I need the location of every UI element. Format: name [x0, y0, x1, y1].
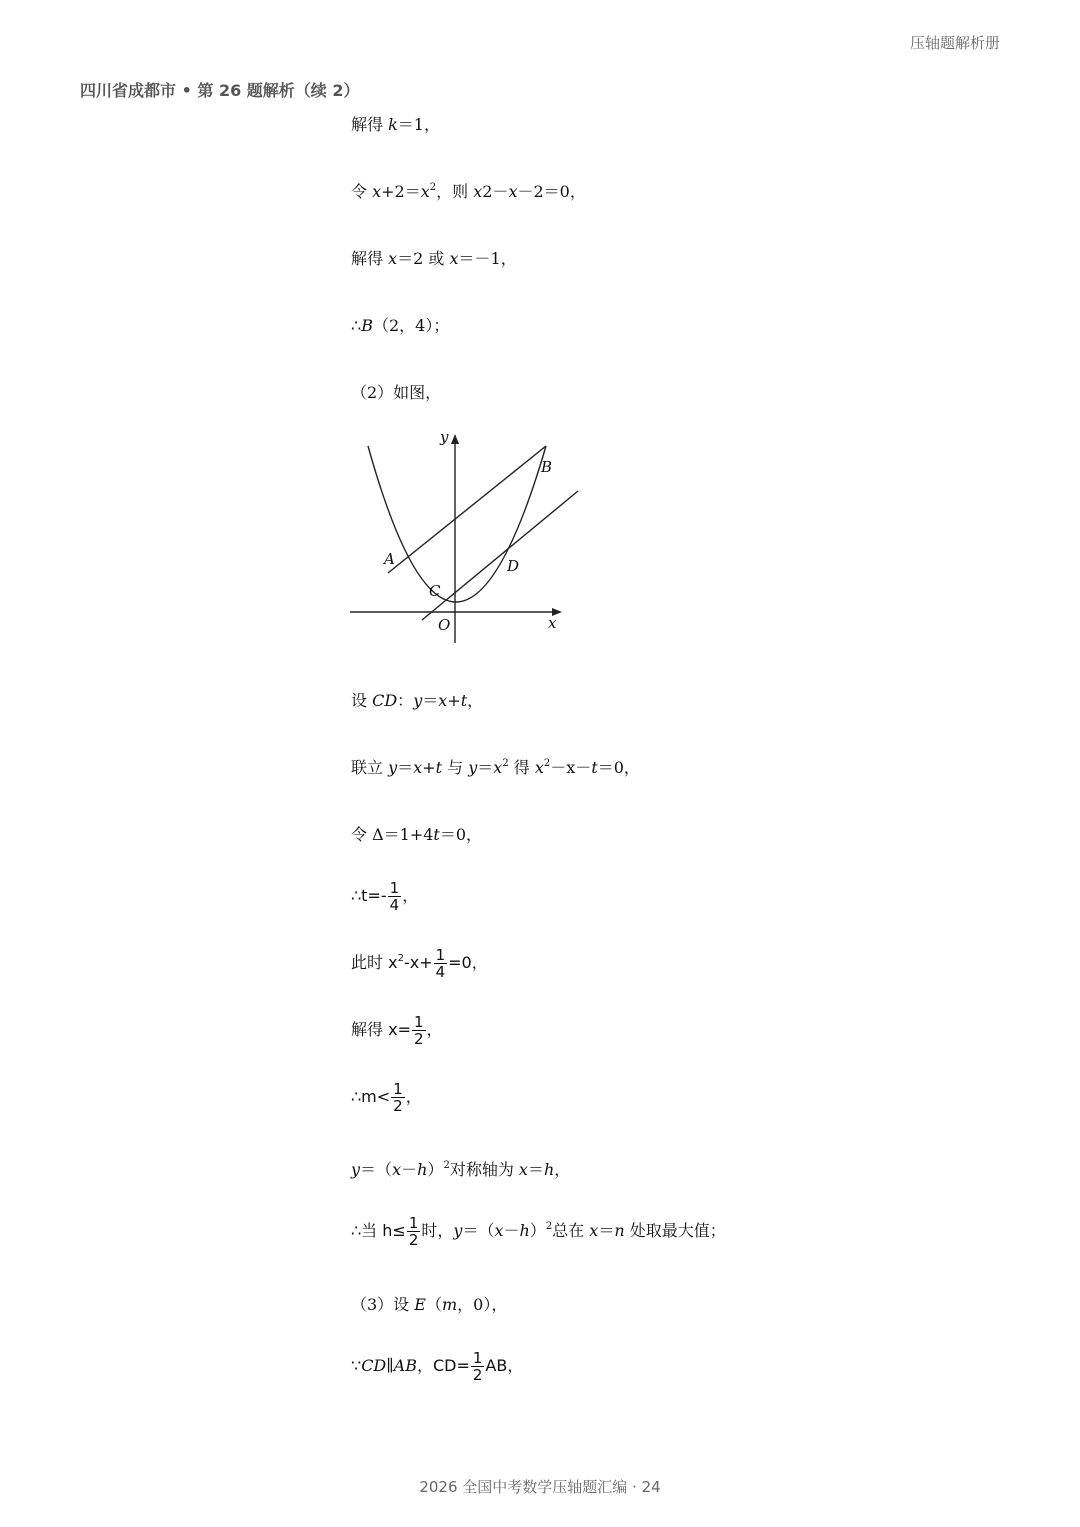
numerator: 1: [413, 1013, 424, 1031]
var: m: [441, 1295, 458, 1314]
text: 对称轴为: [449, 1160, 519, 1179]
solution-line-12: [351, 1081, 422, 1114]
text: ∴t=-: [351, 886, 387, 905]
numerator: 1: [393, 1080, 403, 1098]
text: ∥: [386, 1356, 394, 1375]
text: +: [422, 758, 436, 777]
text: ，0），: [457, 1295, 508, 1314]
solution-line-11: [351, 1014, 443, 1047]
text: x=: [388, 1020, 411, 1039]
solution-line-15: [351, 1293, 507, 1317]
solution-line-8: [351, 823, 482, 847]
denominator: 2: [393, 1097, 403, 1115]
solution-line-2: [351, 180, 586, 204]
text: （: [425, 1295, 442, 1314]
denominator: 4: [435, 963, 446, 981]
y-axis-arrow: [451, 434, 459, 444]
var: y: [468, 758, 478, 777]
text: -x+: [403, 953, 433, 972]
running-head: 压轴题解析册: [909, 34, 1000, 52]
var: x: [518, 1160, 528, 1179]
text: ，则: [436, 182, 474, 201]
text: 解得: [351, 249, 389, 268]
fraction: [434, 947, 448, 980]
label-x: x: [548, 614, 557, 632]
denominator: 4: [389, 896, 400, 914]
var: y: [351, 1160, 361, 1179]
var: x: [589, 1221, 599, 1240]
text: ＝0，: [597, 758, 640, 777]
page-footer: 2026 全国中考数学压轴题汇编 · 24: [419, 1478, 661, 1496]
label-d: D: [507, 557, 520, 575]
fraction: [412, 1014, 426, 1047]
text: （2）如图，: [351, 383, 442, 402]
fraction: [471, 1350, 485, 1383]
var: AB: [393, 1356, 417, 1375]
var: E: [414, 1295, 426, 1314]
text: ＝－1，: [458, 249, 517, 268]
text: AB，: [485, 1356, 524, 1375]
text: ＝: [397, 758, 414, 777]
text: －2＝0，: [517, 182, 586, 201]
text: ＝1，: [397, 115, 440, 134]
parabola-curve: [368, 446, 546, 602]
denominator: 2: [472, 1366, 483, 1384]
text: ＝2 或: [397, 249, 450, 268]
text: =0，: [448, 953, 488, 972]
var: x: [388, 249, 398, 268]
text: ∴当 h≤: [351, 1221, 406, 1240]
text: 令: [351, 182, 373, 201]
denominator: 2: [408, 1231, 419, 1249]
var: x: [508, 182, 518, 201]
exponent: 2: [543, 758, 551, 769]
text: ）: [529, 1221, 546, 1240]
var: n: [614, 1221, 625, 1240]
solution-line-7: [351, 756, 640, 780]
var: x: [372, 182, 382, 201]
var: CD: [361, 1356, 387, 1375]
label-a: A: [384, 550, 395, 568]
solution-line-14: [351, 1215, 726, 1248]
text: x: [388, 953, 398, 972]
text: ＝0，: [439, 825, 483, 844]
text: 解得: [351, 115, 389, 134]
text: +: [447, 691, 461, 710]
text: 令 Δ＝1+4: [351, 825, 434, 844]
var: y: [413, 691, 423, 710]
var: x: [413, 758, 423, 777]
text: ，: [405, 1087, 422, 1106]
exponent: 2: [443, 1160, 450, 1171]
solution-line-6: [351, 689, 483, 713]
var: CD: [372, 691, 398, 710]
var: B: [361, 316, 373, 335]
var: x: [473, 182, 483, 201]
text: ：: [397, 691, 414, 710]
var: x: [449, 249, 459, 268]
var: t: [433, 825, 440, 844]
fraction: [391, 1081, 405, 1114]
text: 与: [442, 758, 469, 777]
label-c: C: [429, 582, 441, 600]
numerator: 1: [389, 879, 400, 897]
line-cd: [422, 491, 578, 620]
var: x: [494, 1221, 504, 1240]
text: ∵: [351, 1356, 362, 1375]
exponent: 2: [545, 1221, 553, 1232]
denominator: 2: [413, 1030, 424, 1048]
text: －: [401, 1160, 418, 1179]
text: ，: [402, 886, 419, 905]
text: 联立: [351, 758, 389, 777]
text: ，: [554, 1160, 571, 1179]
var: x: [420, 182, 430, 201]
text: +2＝: [381, 182, 421, 201]
text: ，: [426, 1020, 443, 1039]
text: 解得: [351, 1020, 389, 1039]
text: －: [503, 1221, 520, 1240]
text: ＝: [422, 691, 439, 710]
solution-line-9: [351, 880, 418, 913]
text: 设: [351, 691, 373, 710]
text: ＝（: [462, 1221, 495, 1240]
text: ＝: [598, 1221, 615, 1240]
var: h: [519, 1221, 530, 1240]
var: x: [392, 1160, 402, 1179]
text: （3）设: [351, 1295, 415, 1314]
var: k: [388, 115, 398, 134]
text: 总在: [552, 1221, 590, 1240]
label-origin: O: [438, 616, 451, 634]
numerator: 1: [435, 946, 446, 964]
var: x: [534, 758, 544, 777]
text: 2－: [482, 182, 509, 201]
parabola-figure: [348, 428, 584, 650]
label-b: B: [541, 458, 553, 476]
solution-line-1: [351, 113, 440, 137]
text: ＝（: [360, 1160, 393, 1179]
text: ，: [467, 691, 484, 710]
text: 得: [508, 758, 535, 777]
var: t: [460, 691, 468, 710]
var: x: [493, 758, 503, 777]
solution-line-5: [351, 381, 441, 405]
solution-line-3: [351, 247, 517, 271]
solution-line-16: [351, 1350, 523, 1383]
var: h: [417, 1160, 428, 1179]
label-y: y: [440, 428, 449, 446]
text: ，CD=: [416, 1356, 470, 1375]
text: 处取最大值；: [624, 1221, 726, 1240]
solution-line-4: [351, 314, 449, 338]
var: x: [438, 691, 448, 710]
fraction: [407, 1215, 421, 1248]
text: ＝: [477, 758, 494, 777]
exponent: 2: [429, 182, 437, 193]
fraction: [388, 880, 402, 913]
var: t: [435, 758, 443, 777]
solution-line-10: [351, 947, 488, 980]
text: ）: [427, 1160, 444, 1179]
section-title: 四川省成都市 • 第 26 题解析（续 2）: [80, 81, 360, 100]
numerator: 1: [408, 1214, 419, 1232]
text: －x－: [550, 758, 592, 777]
var: y: [453, 1221, 463, 1240]
numerator: 1: [472, 1349, 483, 1367]
text: 时，: [421, 1221, 454, 1240]
text: ＝: [527, 1160, 544, 1179]
exponent: 2: [397, 953, 404, 964]
text: ∴: [351, 316, 362, 335]
line-ab: [388, 446, 546, 573]
text: ∴m<: [351, 1087, 391, 1106]
text: （2，4）；: [372, 316, 450, 335]
var: t: [591, 758, 598, 777]
var: h: [543, 1160, 555, 1179]
var: y: [388, 758, 398, 777]
solution-line-13: [351, 1158, 570, 1182]
text: 此时: [351, 953, 389, 972]
exponent: 2: [502, 758, 509, 769]
